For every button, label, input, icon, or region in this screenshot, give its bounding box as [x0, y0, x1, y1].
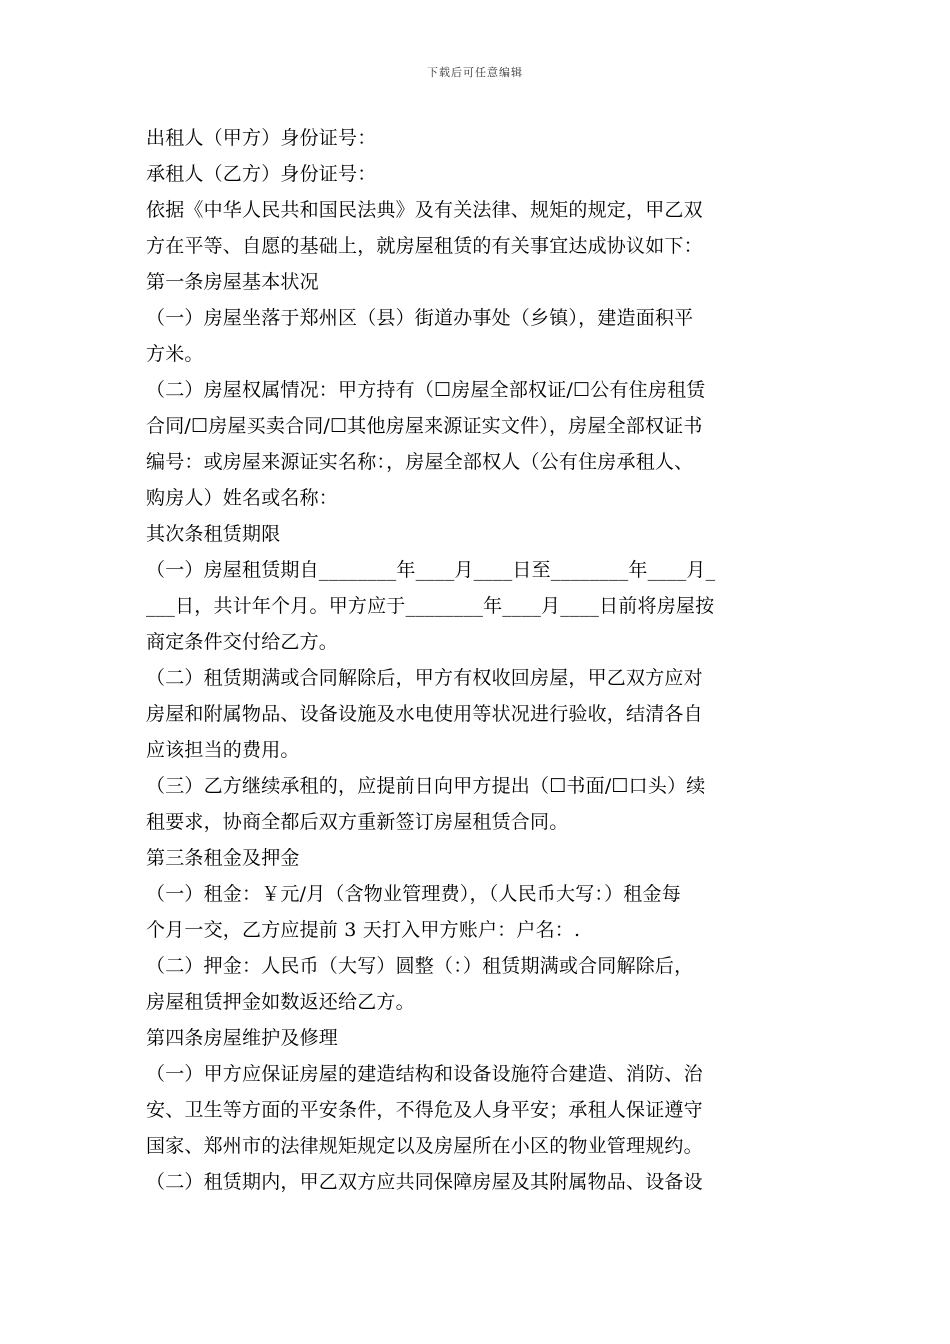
text-line: （三）乙方继续承租的，应提前日向甲方提出（☐书面/☐口头）续	[146, 775, 706, 797]
text-line: 安、卫生等方面的平安条件，不得危及人身平安；承租人保证遵守	[146, 1099, 703, 1121]
text-line: 方米。	[146, 343, 204, 365]
text-line: 应该担当的费用。	[146, 739, 300, 761]
text-line: 国家、郑州市的法律规矩规定以及房屋所在小区的物业管理规约。	[146, 1135, 703, 1157]
text-line: 合同/☐房屋买卖合同/☐其他房屋来源证实文件），房屋全部权证书	[146, 415, 703, 437]
text-line: 房屋租赁押金如数返还给乙方。	[146, 991, 415, 1013]
text-line: 出租人（甲方）身份证号：	[146, 127, 377, 149]
text-line: （二）押金：人民币（大写）圆整（：）租赁期满或合同解除后，	[146, 955, 694, 977]
text-line: 购房人）姓名或名称：	[146, 487, 339, 509]
text-line: （一）房屋坐落于郑州区（县）街道办事处（乡镇），建造面积平	[146, 307, 694, 329]
text-line: 编号：或房屋来源证实名称：，房屋全部权人（公有住房承租人、	[146, 451, 694, 473]
section-heading: 第三条租金及押金	[146, 847, 300, 869]
text-line: ___日，共计年个月。甲方应于________年____月____日前将房屋按	[146, 595, 715, 617]
text-line: （二）租赁期满或合同解除后，甲方有权收回房屋，甲乙双方应对	[146, 667, 703, 689]
text-line: 房屋和附属物品、设备设施及水电使用等状况进行验收，结清各自	[146, 703, 703, 725]
text-line: 商定条件交付给乙方。	[146, 631, 339, 653]
text-line: 依据《中华人民共和国民法典》及有关法律、规矩的规定，甲乙双	[146, 199, 703, 221]
text-line: （一）房屋租赁期自________年____月____日至________年____月_	[146, 559, 716, 581]
contract-body	[146, 120, 808, 1200]
text-line: （一）甲方应保证房屋的建造结构和设备设施符合建造、消防、治	[146, 1063, 703, 1085]
text-line: （二）租赁期内，甲乙双方应共同保障房屋及其附属物品、设备设	[146, 1171, 703, 1193]
section-heading: 第一条房屋基本状况	[146, 271, 319, 293]
text-line: 方在平等、自愿的基础上，就房屋租赁的有关事宜达成协议如下：	[146, 235, 703, 257]
text-line: （二）房屋权属情况：甲方持有（☐房屋全部权证/☐公有住房租赁	[146, 379, 706, 401]
section-heading: 第四条房屋维护及修理	[146, 1027, 339, 1049]
text-line: （一）租金：￥元/月（含物业管理费），（人民币大写：）租金每	[146, 883, 681, 905]
section-heading: 其次条租赁期限	[146, 523, 281, 545]
text-line: 租要求，协商全都后双方重新签订房屋租赁合同。	[146, 811, 569, 833]
text-line: 承租人（乙方）身份证号：	[146, 163, 377, 185]
page-header-note: 下载后可任意编辑	[427, 66, 523, 79]
text-line: 个月一交，乙方应提前 3 天打入甲方账户：户名：.	[146, 919, 581, 941]
